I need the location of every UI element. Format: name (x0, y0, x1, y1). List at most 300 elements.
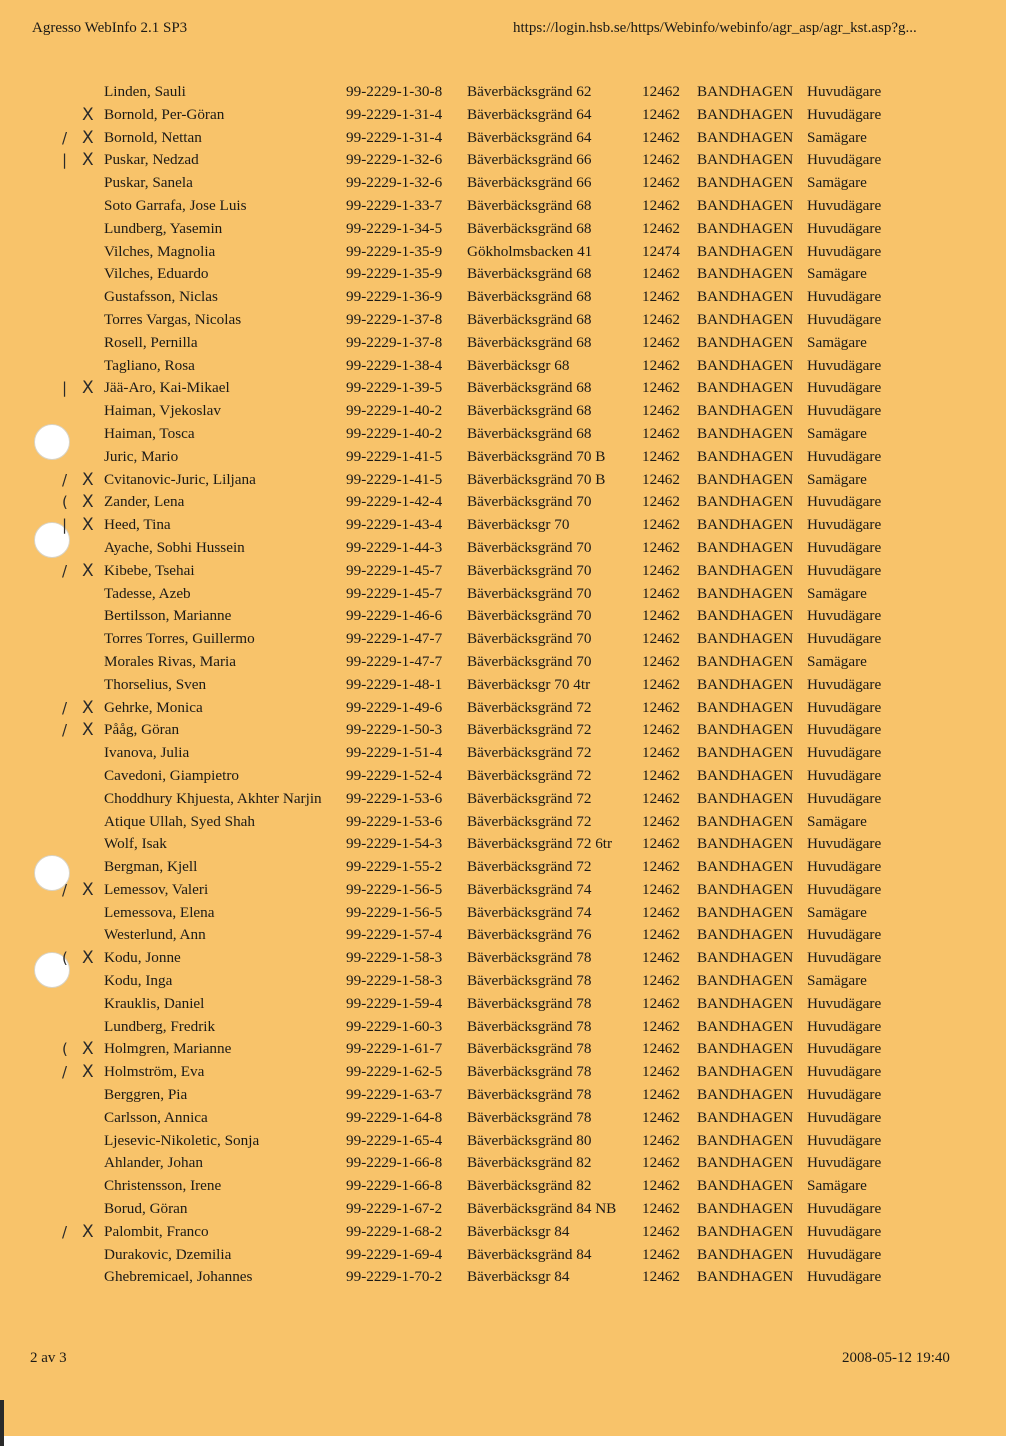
table-row (0, 241, 1006, 264)
postal-code: 12462 (642, 333, 680, 351)
object-number: 99-2229-1-31-4 (346, 128, 443, 146)
table-row (0, 1152, 1006, 1175)
street-address: Bäverbäcksgränd 66 (467, 174, 592, 192)
object-number: 99-2229-1-54-3 (346, 835, 443, 853)
table-row (0, 377, 1006, 400)
city: BANDHAGEN (697, 1245, 794, 1263)
street-address: Bäverbäcksgränd 70 (467, 607, 592, 625)
owner-role: Huvudägare (807, 607, 882, 625)
scan-margin-right (1006, 0, 1024, 1446)
postal-code: 12462 (642, 835, 680, 853)
owner-name: Gehrke, Monica (104, 698, 203, 716)
owner-role: Huvudägare (807, 880, 882, 898)
handwritten-cross-mark: X (82, 378, 94, 399)
table-row (0, 172, 1006, 195)
object-number: 99-2229-1-43-4 (346, 516, 443, 534)
owner-role: Huvudägare (807, 1086, 882, 1104)
owner-name: Lemessova, Elena (104, 903, 215, 921)
postal-code: 12462 (642, 1245, 680, 1263)
street-address: Bäverbäcksgränd 68 (467, 402, 592, 420)
table-row (0, 902, 1006, 925)
street-address: Bäverbäcksgränd 78 (467, 972, 592, 990)
object-number: 99-2229-1-51-4 (346, 744, 443, 762)
owner-name: Krauklis, Daniel (104, 994, 205, 1012)
owner-name: Ivanova, Julia (104, 744, 190, 762)
street-address: Bäverbäcksgränd 82 (467, 1154, 592, 1172)
table-row (0, 1244, 1006, 1267)
handwritten-tick: | (62, 151, 68, 170)
owner-name: Kodu, Jonne (104, 949, 181, 967)
street-address: Bäverbäcksgränd 72 (467, 721, 592, 739)
owner-role: Huvudägare (807, 310, 882, 328)
object-number: 99-2229-1-48-1 (346, 675, 443, 693)
table-row (0, 104, 1006, 127)
owner-name: Bornold, Per-Göran (104, 105, 225, 123)
table-row (0, 811, 1006, 834)
object-number: 99-2229-1-41-5 (346, 470, 443, 488)
street-address: Bäverbäcksgränd 68 (467, 265, 592, 283)
postal-code: 12462 (642, 994, 680, 1012)
owner-role: Huvudägare (807, 402, 882, 420)
owner-role: Huvudägare (807, 493, 882, 511)
handwritten-tick: / (62, 128, 68, 147)
postal-code: 12462 (642, 1108, 680, 1126)
city: BANDHAGEN (697, 744, 794, 762)
object-number: 99-2229-1-39-5 (346, 379, 443, 397)
object-number: 99-2229-1-66-8 (346, 1177, 443, 1195)
postal-code: 12462 (642, 880, 680, 898)
city: BANDHAGEN (697, 333, 794, 351)
postal-code: 12462 (642, 516, 680, 534)
postal-code: 12462 (642, 1040, 680, 1058)
street-address: Bäverbäcksgränd 68 (467, 379, 592, 397)
handwritten-cross-mark: X (82, 697, 94, 718)
table-row (0, 628, 1006, 651)
object-number: 99-2229-1-61-7 (346, 1040, 443, 1058)
object-number: 99-2229-1-44-3 (346, 538, 443, 556)
postal-code: 12462 (642, 1086, 680, 1104)
street-address: Bäverbäcksgränd 74 (467, 903, 592, 921)
city: BANDHAGEN (697, 379, 794, 397)
owner-role: Huvudägare (807, 561, 882, 579)
postal-code: 12462 (642, 402, 680, 420)
handwritten-cross-mark: X (82, 1221, 94, 1242)
object-number: 99-2229-1-42-4 (346, 493, 443, 511)
street-address: Bäverbäcksgränd 78 (467, 994, 592, 1012)
street-address: Bäverbäcksgränd 70 (467, 584, 592, 602)
postal-code: 12462 (642, 1222, 680, 1240)
owner-role: Huvudägare (807, 1017, 882, 1035)
city: BANDHAGEN (697, 310, 794, 328)
table-row (0, 719, 1006, 742)
city: BANDHAGEN (697, 721, 794, 739)
postal-code: 12462 (642, 698, 680, 716)
street-address: Bäverbäcksgränd 68 (467, 424, 592, 442)
owner-name: Linden, Sauli (104, 83, 186, 100)
owner-name: Zander, Lena (104, 493, 185, 511)
city: BANDHAGEN (697, 835, 794, 853)
object-number: 99-2229-1-32-6 (346, 174, 443, 192)
owner-role: Huvudägare (807, 356, 882, 374)
owner-name: Torres Vargas, Nicolas (104, 310, 242, 328)
owner-role: Huvudägare (807, 1131, 882, 1149)
owner-name: Lemessov, Valeri (104, 880, 209, 898)
table-row (0, 605, 1006, 628)
city: BANDHAGEN (697, 151, 794, 169)
city: BANDHAGEN (697, 265, 794, 283)
street-address: Bäverbäcksgr 70 (467, 516, 570, 534)
postal-code: 12462 (642, 766, 680, 784)
table-row (0, 560, 1006, 583)
postal-code: 12462 (642, 1063, 680, 1081)
postal-code: 12462 (642, 607, 680, 625)
handwritten-tick: / (62, 470, 68, 489)
owner-name: Pååg, Göran (104, 721, 180, 739)
owner-role: Huvudägare (807, 219, 882, 237)
owner-name: Choddhury Khjuesta, Akhter Narjin (104, 789, 322, 807)
table-row (0, 1221, 1006, 1244)
city: BANDHAGEN (697, 994, 794, 1012)
handwritten-cross-mark: X (82, 560, 94, 581)
owner-name: Ljesevic-Nikoletic, Sonja (104, 1131, 260, 1149)
street-address: Bäverbäcksgränd 74 (467, 880, 592, 898)
street-address: Bäverbäcksgränd 68 (467, 333, 592, 351)
table-row (0, 765, 1006, 788)
postal-code: 12462 (642, 949, 680, 967)
postal-code: 12462 (642, 721, 680, 739)
handwritten-tick: | (62, 379, 68, 398)
postal-code: 12462 (642, 858, 680, 876)
owner-name: Christensson, Irene (104, 1177, 222, 1195)
scan-margin-bottom (0, 1436, 1024, 1446)
owner-name: Puskar, Nedzad (104, 151, 199, 169)
owner-role: Huvudägare (807, 1040, 882, 1058)
street-address: Bäverbäcksgränd 64 (467, 128, 592, 146)
handwritten-cross-mark: X (82, 1039, 94, 1060)
object-number: 99-2229-1-66-8 (346, 1154, 443, 1172)
object-number: 99-2229-1-34-5 (346, 219, 443, 237)
street-address: Bäverbäcksgränd 66 (467, 151, 592, 169)
city: BANDHAGEN (697, 196, 794, 214)
object-number: 99-2229-1-59-4 (346, 994, 443, 1012)
city: BANDHAGEN (697, 1222, 794, 1240)
owner-role: Huvudägare (807, 949, 882, 967)
street-address: Bäverbäcksgränd 70 (467, 630, 592, 648)
table-row (0, 1061, 1006, 1084)
table-row (0, 742, 1006, 765)
owner-name: Puskar, Sanela (104, 174, 193, 192)
street-address: Bäverbäcksgränd 76 (467, 926, 592, 944)
table-row (0, 355, 1006, 378)
table-row (0, 514, 1006, 537)
owner-role: Huvudägare (807, 766, 882, 784)
street-address: Bäverbäcksgränd 78 (467, 949, 592, 967)
city: BANDHAGEN (697, 1086, 794, 1104)
postal-code: 12462 (642, 265, 680, 283)
owner-role: Huvudägare (807, 1154, 882, 1172)
object-number: 99-2229-1-33-7 (346, 196, 443, 214)
owner-name: Ahlander, Johan (104, 1154, 203, 1172)
street-address: Bäverbäcksgränd 80 (467, 1131, 592, 1149)
street-address: Bäverbäcksgränd 68 (467, 196, 592, 214)
postal-code: 12462 (642, 1200, 680, 1218)
city: BANDHAGEN (697, 1200, 794, 1218)
table-row (0, 583, 1006, 606)
table-row (0, 537, 1006, 560)
table-row (0, 149, 1006, 172)
owner-role: Huvudägare (807, 1222, 882, 1240)
city: BANDHAGEN (697, 1131, 794, 1149)
table-row (0, 993, 1006, 1016)
owner-name: Ghebremicael, Johannes (104, 1268, 253, 1286)
postal-code: 12462 (642, 903, 680, 921)
city: BANDHAGEN (697, 538, 794, 556)
postal-code: 12462 (642, 288, 680, 306)
owner-role: Samägare (807, 1177, 867, 1195)
object-number: 99-2229-1-68-2 (346, 1222, 443, 1240)
owner-name: Juric, Mario (104, 447, 179, 465)
handwritten-cross-mark: X (82, 879, 94, 900)
owner-role: Samägare (807, 265, 867, 283)
object-number: 99-2229-1-58-3 (346, 949, 443, 967)
header-app-title: Agresso WebInfo 2.1 SP3 (32, 20, 188, 36)
owner-name: Bornold, Nettan (104, 128, 202, 146)
postal-code: 12462 (642, 630, 680, 648)
postal-code: 12462 (642, 1268, 680, 1286)
table-row (0, 263, 1006, 286)
street-address: Bäverbäcksgränd 84 (467, 1245, 592, 1263)
owner-name: Bertilsson, Marianne (104, 607, 232, 625)
table-row (0, 1107, 1006, 1130)
owner-name: Kodu, Inga (104, 972, 173, 990)
object-number: 99-2229-1-46-6 (346, 607, 443, 625)
object-number: 99-2229-1-55-2 (346, 858, 443, 876)
city: BANDHAGEN (697, 584, 794, 602)
owner-role: Huvudägare (807, 675, 882, 693)
street-address: Bäverbäcksgränd 70 B (467, 470, 606, 488)
street-address: Bäverbäcksgränd 70 (467, 561, 592, 579)
city: BANDHAGEN (697, 83, 794, 100)
owner-role: Huvudägare (807, 1200, 882, 1218)
street-address: Bäverbäcksgränd 62 (467, 83, 592, 100)
owner-role: Huvudägare (807, 447, 882, 465)
street-address: Bäverbäcksgränd 72 (467, 789, 592, 807)
owner-name: Haiman, Vjekoslav (104, 402, 221, 420)
street-address: Bäverbäcksgränd 72 (467, 858, 592, 876)
city: BANDHAGEN (697, 402, 794, 420)
street-address: Bäverbäcksgränd 64 (467, 105, 592, 123)
handwritten-tick: / (62, 561, 68, 580)
table-row (0, 195, 1006, 218)
city: BANDHAGEN (697, 219, 794, 237)
owner-role: Huvudägare (807, 858, 882, 876)
object-number: 99-2229-1-32-6 (346, 151, 443, 169)
table-row (0, 1175, 1006, 1198)
owner-name: Durakovic, Dzemilia (104, 1245, 232, 1263)
scan-edge-left (0, 1400, 4, 1446)
object-number: 99-2229-1-50-3 (346, 721, 443, 739)
object-number: 99-2229-1-49-6 (346, 698, 443, 716)
owner-role: Samägare (807, 174, 867, 192)
table-row (0, 970, 1006, 993)
postal-code: 12462 (642, 174, 680, 192)
owner-name: Jää-Aro, Kai-Mikael (104, 379, 230, 397)
object-number: 99-2229-1-57-4 (346, 926, 443, 944)
street-address: Bäverbäcksgränd 70 (467, 652, 592, 670)
handwritten-cross-mark: X (82, 150, 94, 171)
postal-code: 12462 (642, 1177, 680, 1195)
postal-code: 12462 (642, 789, 680, 807)
owner-name: Tagliano, Rosa (104, 356, 195, 374)
city: BANDHAGEN (697, 630, 794, 648)
handwritten-tick: ( (62, 493, 68, 512)
object-number: 99-2229-1-56-5 (346, 880, 443, 898)
postal-code: 12462 (642, 196, 680, 214)
owner-role: Huvudägare (807, 835, 882, 853)
street-address: Bäverbäcksgränd 78 (467, 1040, 592, 1058)
table-row (0, 1038, 1006, 1061)
city: BANDHAGEN (697, 105, 794, 123)
owner-role: Huvudägare (807, 196, 882, 214)
city: BANDHAGEN (697, 949, 794, 967)
street-address: Bäverbäcksgränd 70 (467, 538, 592, 556)
object-number: 99-2229-1-62-5 (346, 1063, 443, 1081)
owner-name: Kibebe, Tsehai (104, 561, 195, 579)
owner-name: Gustafsson, Niclas (104, 288, 218, 306)
table-row (0, 469, 1006, 492)
owner-name: Cavedoni, Giampietro (104, 766, 239, 784)
street-address: Bäverbäcksgränd 68 (467, 219, 592, 237)
city: BANDHAGEN (697, 174, 794, 192)
table-row (0, 1084, 1006, 1107)
object-number: 99-2229-1-35-9 (346, 265, 443, 283)
object-number: 99-2229-1-36-9 (346, 288, 443, 306)
handwritten-cross-mark: X (82, 948, 94, 969)
city: BANDHAGEN (697, 698, 794, 716)
owner-name: Thorselius, Sven (104, 675, 207, 693)
object-number: 99-2229-1-38-4 (346, 356, 443, 374)
postal-code: 12462 (642, 151, 680, 169)
city: BANDHAGEN (697, 424, 794, 442)
postal-code: 12462 (642, 424, 680, 442)
owner-role: Samägare (807, 333, 867, 351)
owner-role: Huvudägare (807, 516, 882, 534)
owner-role: Samägare (807, 812, 867, 830)
table-row (0, 423, 1006, 446)
object-number: 99-2229-1-40-2 (346, 424, 443, 442)
city: BANDHAGEN (697, 561, 794, 579)
object-number: 99-2229-1-31-4 (346, 105, 443, 123)
table-row (0, 1266, 1006, 1289)
postal-code: 12462 (642, 83, 680, 100)
city: BANDHAGEN (697, 675, 794, 693)
table-row (0, 1016, 1006, 1039)
object-number: 99-2229-1-53-6 (346, 812, 443, 830)
city: BANDHAGEN (697, 972, 794, 990)
city: BANDHAGEN (697, 903, 794, 921)
street-address: Bäverbäcksgr 68 (467, 356, 570, 374)
table-row (0, 332, 1006, 355)
city: BANDHAGEN (697, 766, 794, 784)
city: BANDHAGEN (697, 242, 794, 260)
owner-role: Huvudägare (807, 1245, 882, 1263)
handwritten-tick: / (62, 721, 68, 740)
postal-code: 12462 (642, 675, 680, 693)
object-number: 99-2229-1-47-7 (346, 630, 443, 648)
city: BANDHAGEN (697, 493, 794, 511)
table-row (0, 833, 1006, 856)
postal-code: 12474 (642, 242, 680, 260)
postal-code: 12462 (642, 926, 680, 944)
postal-code: 12462 (642, 972, 680, 990)
city: BANDHAGEN (697, 470, 794, 488)
city: BANDHAGEN (697, 607, 794, 625)
owner-role: Huvudägare (807, 698, 882, 716)
table-row (0, 947, 1006, 970)
table-row (0, 924, 1006, 947)
postal-code: 12462 (642, 493, 680, 511)
owner-role: Huvudägare (807, 1108, 882, 1126)
table-row (0, 879, 1006, 902)
city: BANDHAGEN (697, 1268, 794, 1286)
postal-code: 12462 (642, 744, 680, 762)
object-number: 99-2229-1-35-9 (346, 242, 443, 260)
city: BANDHAGEN (697, 1154, 794, 1172)
owner-role: Huvudägare (807, 744, 882, 762)
owner-name: Carlsson, Annica (104, 1108, 208, 1126)
owner-role: Huvudägare (807, 105, 882, 123)
handwritten-cross-mark: X (82, 1062, 94, 1083)
owner-role: Huvudägare (807, 789, 882, 807)
owner-role: Huvudägare (807, 630, 882, 648)
city: BANDHAGEN (697, 447, 794, 465)
owner-role: Samägare (807, 584, 867, 602)
owner-name: Borud, Göran (104, 1200, 188, 1218)
owner-role: Samägare (807, 903, 867, 921)
object-number: 99-2229-1-40-2 (346, 402, 443, 420)
city: BANDHAGEN (697, 1040, 794, 1058)
owner-name: Soto Garrafa, Jose Luis (104, 196, 247, 214)
table-row (0, 1130, 1006, 1153)
object-number: 99-2229-1-58-3 (346, 972, 443, 990)
postal-code: 12462 (642, 470, 680, 488)
postal-code: 12462 (642, 1154, 680, 1172)
header-url: https://login.hsb.se/https/Webinfo/webinfo/agr_asp/agr_kst.asp?g... (513, 20, 917, 36)
table-row (0, 788, 1006, 811)
city: BANDHAGEN (697, 652, 794, 670)
city: BANDHAGEN (697, 880, 794, 898)
owner-name: Tadesse, Azeb (104, 584, 191, 602)
object-number: 99-2229-1-41-5 (346, 447, 443, 465)
object-number: 99-2229-1-65-4 (346, 1131, 443, 1149)
owner-name: Vilches, Magnolia (104, 242, 216, 260)
table-row (0, 491, 1006, 514)
postal-code: 12462 (642, 105, 680, 123)
owner-name: Berggren, Pia (104, 1086, 188, 1104)
owner-role: Huvudägare (807, 1063, 882, 1081)
postal-code: 12462 (642, 538, 680, 556)
owner-role: Samägare (807, 470, 867, 488)
owner-role: Samägare (807, 424, 867, 442)
city: BANDHAGEN (697, 128, 794, 146)
city: BANDHAGEN (697, 858, 794, 876)
owner-name: Haiman, Tosca (104, 424, 195, 442)
postal-code: 12462 (642, 584, 680, 602)
object-number: 99-2229-1-45-7 (346, 561, 443, 579)
table-row (0, 127, 1006, 150)
postal-code: 12462 (642, 379, 680, 397)
city: BANDHAGEN (697, 288, 794, 306)
